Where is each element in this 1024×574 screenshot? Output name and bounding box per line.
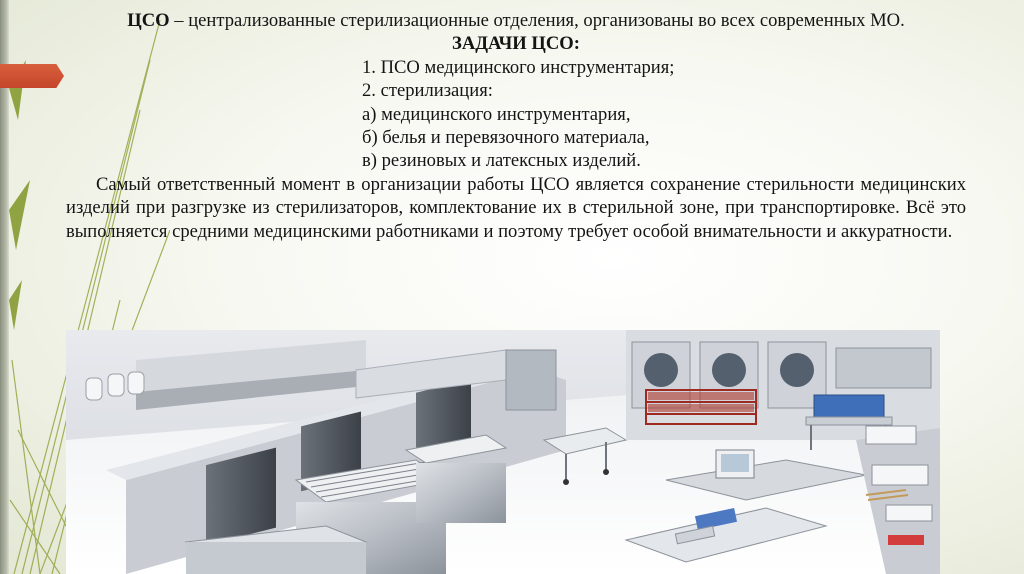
main-paragraph: Самый ответственный момент в организации работы ЦСО является сохранение стерильности медицинских изделий при разгрузке из стерилизаторов, комплектование их в стерильной зоне, при транспортировке. Всё это выполняется средними медицинскими работниками и поэтому требует особой внимательности и аккуратности. [66, 173, 966, 242]
task-item: а) медицинского инструментария, [362, 103, 631, 125]
content-text [66, 9, 966, 243]
illustration-drawing [66, 330, 940, 574]
intro-line [66, 9, 966, 32]
task-item: в) резиновых и латексных изделий. [362, 150, 641, 172]
tasks-title: ЗАДАЧИ ЦСО: [452, 33, 580, 55]
task-item: 1. ПСО медицинского инструментария; [362, 56, 675, 78]
intro-term: ЦСО [127, 10, 170, 31]
task-item: б) белья и перевязочного материала, [362, 127, 650, 149]
task-item: 2. стерилизация: [362, 80, 493, 102]
sterilization-room-illustration [66, 330, 940, 574]
accent-tab [0, 64, 64, 88]
intro-definition: – централизованные стерилизационные отделения, организованы во всех современных МО. [169, 10, 905, 31]
